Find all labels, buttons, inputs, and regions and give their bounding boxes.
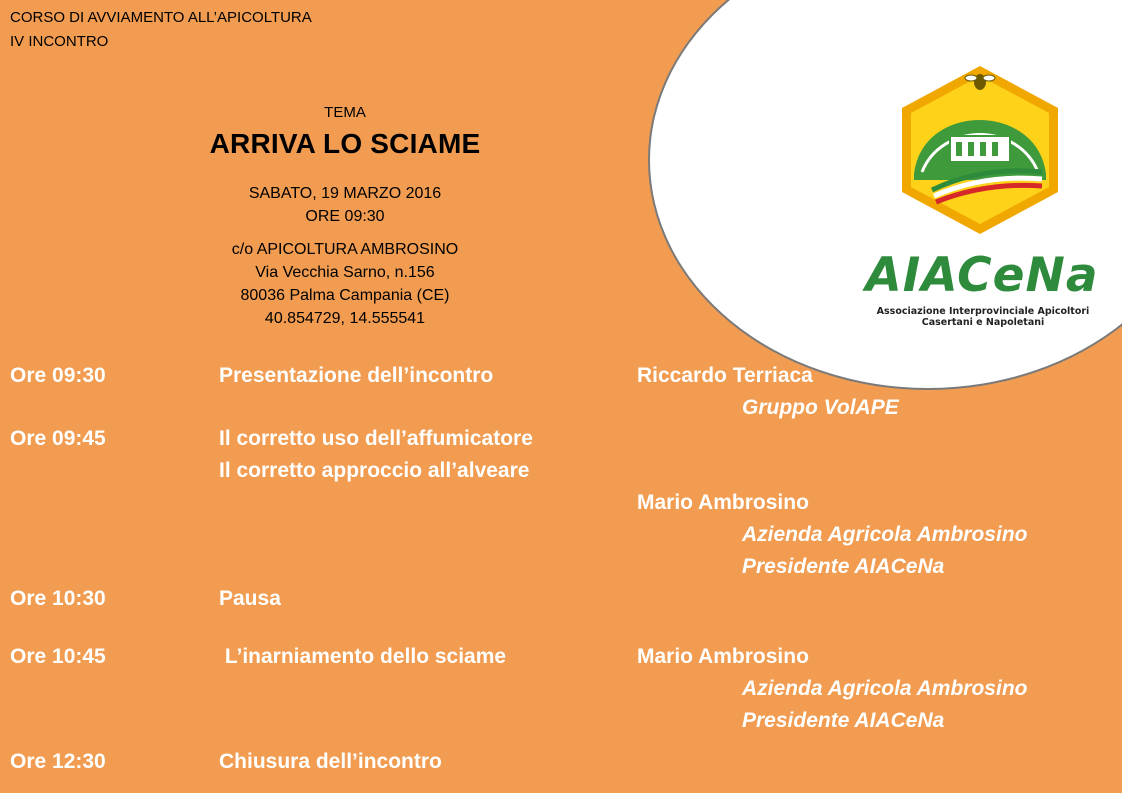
logo-subtitle-line2: Casertani e Napoletani [921, 317, 1045, 328]
schedule-affiliation: Azienda Agricola Ambrosino [742, 523, 1028, 546]
venue-city: 80036 Palma Campania (CE) [240, 287, 450, 304]
event-title: ARRIVA LO SCIAME [209, 128, 481, 159]
schedule-speaker: Riccardo Terriaca [637, 364, 813, 387]
schedule-topic: Il corretto approccio all’alveare [219, 459, 530, 482]
logo-subtitle-line1: Associazione Interprovinciale Apicoltori [876, 306, 1090, 317]
schedule-time: Ore 12:30 [10, 750, 106, 773]
schedule-speaker: Mario Ambrosino [637, 491, 809, 514]
venue-name: c/o APICOLTURA AMBROSINO [231, 241, 459, 258]
meeting-number: IV INCONTRO [10, 33, 109, 50]
aiacena-logo-icon [892, 62, 1068, 238]
schedule-time: Ore 09:30 [10, 364, 106, 387]
schedule-role: Presidente AIACeNa [742, 709, 945, 732]
schedule-role: Presidente AIACeNa [742, 555, 945, 578]
schedule-affiliation: Azienda Agricola Ambrosino [742, 677, 1028, 700]
theme-label: TEMA [324, 104, 366, 121]
event-address [204, 238, 486, 330]
schedule-topic: Chiusura dell’incontro [219, 750, 442, 773]
venue-coords: 40.854729, 14.555541 [264, 310, 426, 327]
schedule-time: Ore 09:45 [10, 427, 106, 450]
schedule-topic: Pausa [219, 587, 281, 610]
schedule-time: Ore 10:30 [10, 587, 106, 610]
event-datetime [204, 182, 486, 228]
venue-street: Via Vecchia Sarno, n.156 [255, 264, 435, 281]
event-time: ORE 09:30 [305, 208, 385, 225]
course-title: CORSO DI AVVIAMENTO ALL’APICOLTURA [10, 9, 312, 26]
logo-name: AIACeNa [865, 248, 1099, 303]
schedule-topic: Presentazione dell’incontro [219, 364, 494, 387]
schedule-time: Ore 10:45 [10, 645, 106, 668]
schedule-affiliation: Gruppo VolAPE [742, 396, 899, 419]
schedule-topic: Il corretto uso dell’affumicatore [219, 427, 533, 450]
schedule-speaker: Mario Ambrosino [637, 645, 809, 668]
schedule-topic: L’inarniamento dello sciame [219, 645, 507, 668]
event-date: SABATO, 19 MARZO 2016 [248, 185, 442, 202]
logo-subtitle [852, 306, 1114, 328]
